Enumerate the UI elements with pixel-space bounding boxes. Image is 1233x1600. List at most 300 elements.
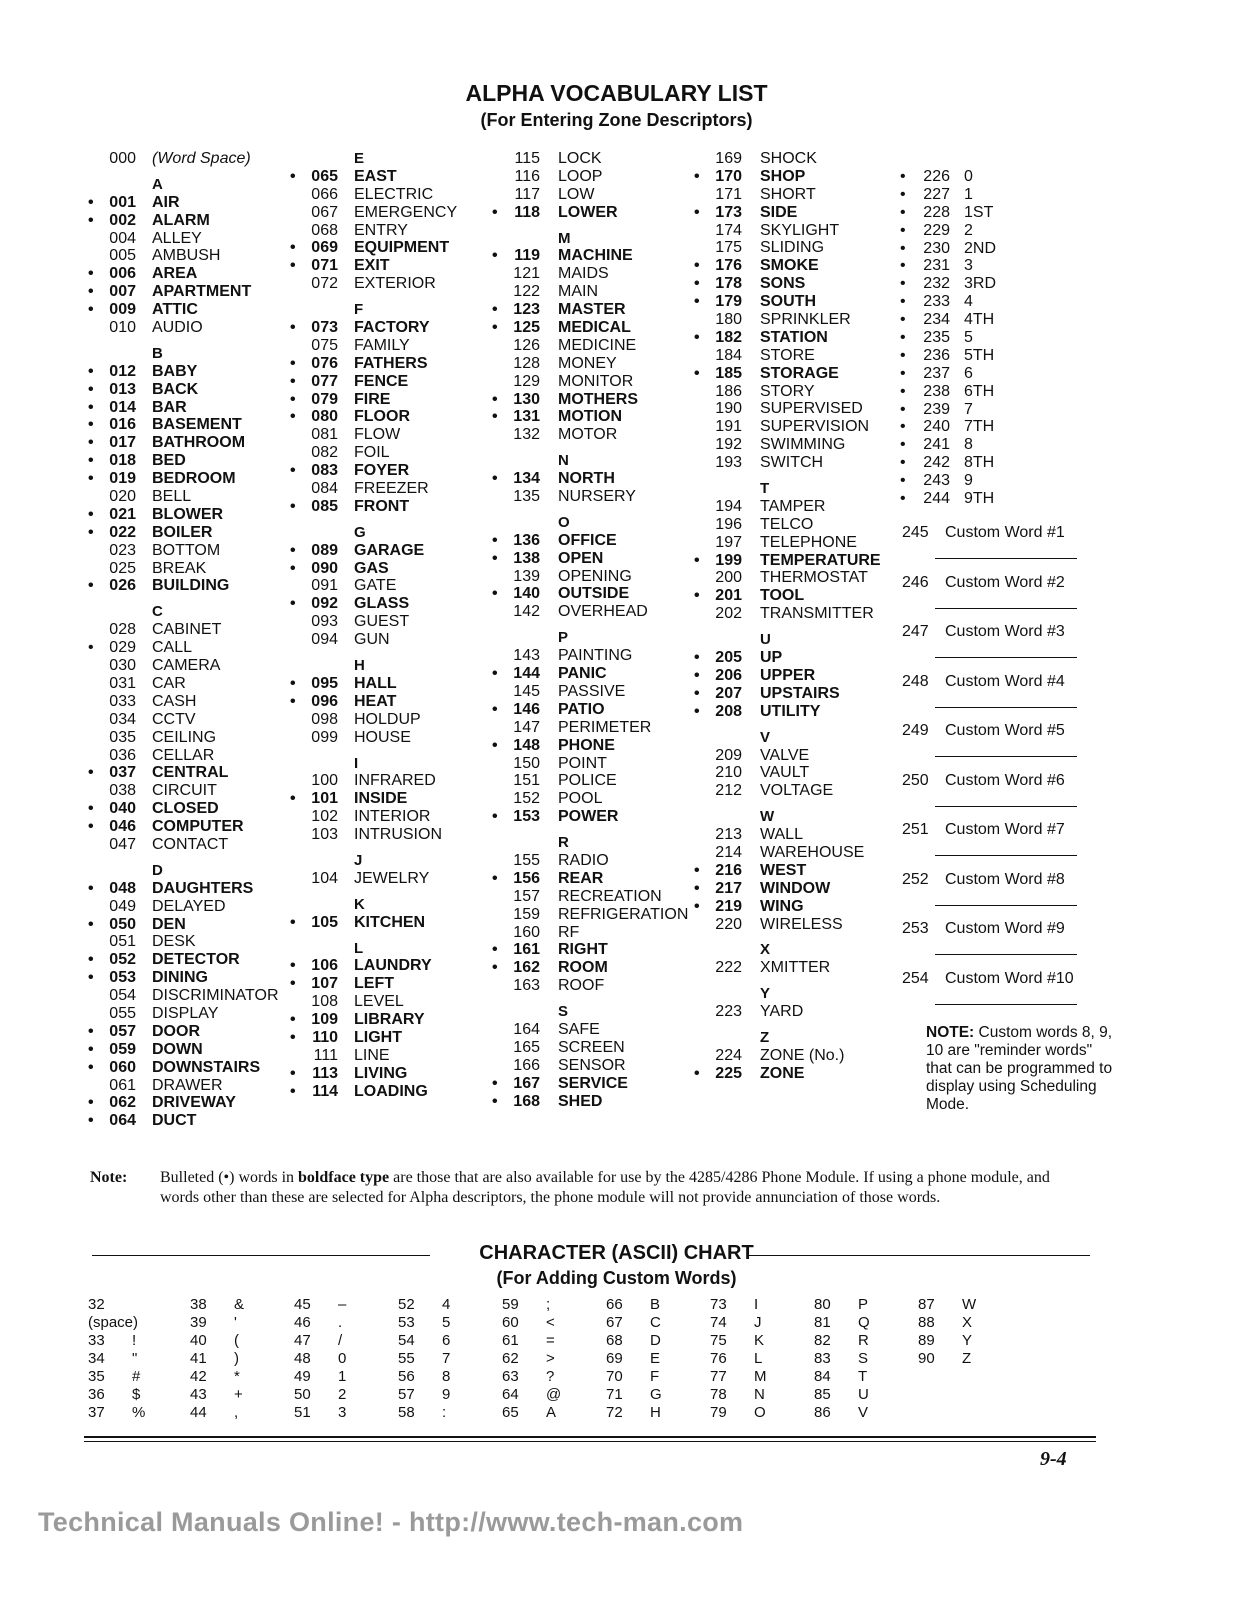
vocab-word: STORE (760, 346, 815, 364)
bullet-icon: • (88, 452, 94, 470)
ascii-character: J (754, 1314, 762, 1331)
ascii-code: 84 (814, 1368, 831, 1385)
vocab-word: ALARM (152, 211, 210, 229)
bullet-icon: • (290, 1064, 296, 1082)
bullet-icon: • (694, 275, 700, 293)
vocab-word: PANIC (558, 665, 607, 683)
vocab-word: OVERHEAD (558, 603, 648, 621)
ascii-code: 47 (294, 1332, 311, 1349)
bullet-icon: • (88, 764, 94, 782)
vocab-word: HALL (354, 674, 397, 692)
ascii-code: 67 (606, 1314, 623, 1331)
vocab-word: MASTER (558, 301, 626, 319)
vocab-number: 101 (311, 790, 338, 808)
vocab-number: 005 (109, 247, 136, 265)
vocab-number: 238 (923, 382, 950, 400)
ascii-code: 74 (710, 1314, 727, 1331)
vocab-number: 072 (311, 275, 338, 293)
vocab-number: 152 (513, 790, 540, 808)
vocab-number: 123 (513, 301, 540, 319)
letter-heading-text: J (354, 851, 363, 869)
vocab-word: LIVING (354, 1064, 408, 1082)
bullet-icon: • (492, 301, 498, 319)
vocab-number: 121 (513, 265, 540, 283)
vocab-number: 065 (311, 167, 338, 185)
vocab-number: 157 (513, 887, 540, 905)
vocab-number: 139 (513, 567, 540, 585)
letter-heading-text: W (760, 808, 775, 826)
letter-heading-text: M (558, 229, 571, 247)
vocab-word: NURSERY (558, 488, 636, 506)
bullet-icon: • (492, 700, 498, 718)
custom-word-blank-line (935, 756, 1077, 757)
vocab-word: WINDOW (760, 879, 831, 897)
bullet-icon: • (88, 639, 94, 657)
vocab-word: SHOP (760, 167, 806, 185)
ascii-code: 90 (918, 1350, 935, 1367)
vocab-number: 223 (715, 1003, 742, 1021)
custom-word-number: 245 (902, 524, 929, 541)
ascii-character: 1 (338, 1368, 347, 1385)
vocab-number: 064 (109, 1112, 136, 1130)
vocab-number: 194 (715, 497, 742, 515)
bullet-icon: • (88, 1112, 94, 1130)
bullet-icon: • (900, 275, 906, 293)
ascii-chart-title: CHARACTER (ASCII) CHART (479, 1242, 754, 1264)
bullet-icon: • (900, 221, 906, 239)
bullet-icon: • (694, 1064, 700, 1082)
vocab-number: 175 (715, 239, 742, 257)
vocab-number: 241 (923, 436, 950, 454)
vocab-number: 001 (109, 193, 136, 211)
vocab-number: 057 (109, 1022, 136, 1040)
bullet-icon: • (88, 1040, 94, 1058)
vocab-number: 178 (715, 275, 742, 293)
vocab-word: SHORT (760, 185, 816, 203)
vocab-number: 132 (513, 426, 540, 444)
vocab-number: 090 (311, 559, 338, 577)
vocab-word: BELL (152, 488, 192, 506)
vocab-number: 113 (312, 1064, 338, 1082)
vocab-word: STATION (760, 328, 828, 346)
vocab-word: 6 (964, 364, 973, 382)
letter-heading-text: A (152, 175, 163, 193)
vocab-number: 117 (514, 185, 540, 203)
custom-word-number: 252 (902, 870, 929, 888)
vocab-number: 243 (923, 472, 950, 490)
letter-heading-text: H (354, 657, 365, 675)
vocab-number: 004 (109, 229, 136, 247)
ascii-code: 86 (814, 1404, 831, 1421)
vocab-word: DINING (152, 969, 208, 987)
ascii-character: ) (234, 1350, 239, 1367)
ascii-code: 82 (814, 1332, 831, 1349)
bullet-icon: • (900, 239, 906, 257)
ascii-character: 9 (442, 1386, 451, 1403)
vocab-number: 035 (109, 728, 136, 746)
vocab-number: 019 (109, 470, 136, 488)
vocab-word: WIRELESS (760, 915, 843, 933)
custom-word-label: Custom Word #9 (945, 920, 1065, 937)
vocab-number: 050 (109, 915, 136, 933)
vocab-number: 167 (513, 1074, 540, 1092)
vocab-word: BAR (152, 398, 187, 416)
vocab-word: GUN (354, 631, 390, 649)
vocab-word: FATHERS (354, 354, 428, 372)
vocab-word: MAIDS (558, 265, 609, 283)
vocab-word: FACTORY (354, 319, 430, 337)
ascii-code: 65 (502, 1404, 519, 1421)
vocab-number: 231 (923, 257, 950, 275)
letter-heading-text: X (760, 941, 771, 959)
bullet-icon: • (290, 559, 296, 577)
custom-note-text: Custom words 8, 9, 10 are "reminder words" that can be programmed to display using Scheduling Mode. (926, 1024, 1113, 1113)
vocab-word: BLOWER (152, 505, 224, 523)
custom-word-blank-line (935, 855, 1077, 856)
vocab-word: 4TH (964, 311, 995, 329)
bullet-icon: • (900, 168, 906, 185)
vocab-word: 4 (964, 293, 973, 311)
vocab-word: FLOOR (354, 408, 410, 426)
ascii-character: M (754, 1368, 767, 1385)
vocab-number: 036 (109, 746, 136, 764)
vocab-word: LEFT (354, 975, 394, 993)
ascii-character: I (754, 1296, 759, 1313)
bullet-icon: • (900, 436, 906, 454)
letter-heading-text: N (558, 452, 569, 470)
ascii-code: 81 (814, 1314, 831, 1331)
vocab-word: UTILITY (760, 702, 821, 720)
vocab-number: 232 (923, 275, 950, 293)
vocab-word: BUILDING (152, 577, 230, 595)
ascii-character: 0 (338, 1350, 347, 1367)
vocab-word: HEAT (354, 692, 397, 710)
vocab-word: SIDE (760, 203, 798, 221)
bullet-icon: • (492, 869, 498, 887)
bullet-icon: • (88, 398, 94, 416)
bullet-icon: • (88, 470, 94, 488)
bullet-icon: • (88, 211, 94, 229)
custom-word-label: Custom Word #6 (945, 771, 1065, 789)
ascii-code: 89 (918, 1332, 935, 1349)
bullet-icon: • (694, 684, 700, 702)
vocab-word: 9TH (964, 490, 995, 508)
vocab-word: SERVICE (558, 1074, 628, 1092)
vocab-number: 076 (311, 354, 338, 372)
vocab-word: OFFICE (558, 531, 617, 549)
bullet-icon: • (290, 462, 296, 480)
letter-heading-text: F (354, 301, 364, 319)
vocab-word: POOL (558, 790, 603, 808)
vocab-word: CAMERA (152, 657, 221, 675)
bullet-icon: • (492, 941, 498, 959)
vocab-number: 100 (311, 772, 338, 790)
vocab-word: XMITTER (760, 959, 831, 977)
ascii-character: . (338, 1314, 343, 1331)
bullet-icon: • (492, 470, 498, 488)
vocab-number: 174 (715, 221, 742, 239)
ascii-character: * (234, 1368, 240, 1385)
bullet-icon: • (900, 472, 906, 490)
vocab-word: VOLTAGE (760, 782, 834, 800)
vocab-word: 2 (964, 221, 973, 239)
vocab-word: AREA (152, 265, 198, 283)
letter-heading-text: C (152, 603, 163, 621)
vocab-number: 185 (715, 364, 742, 382)
vocab-number: 206 (715, 666, 742, 684)
page-subtitle: (For Entering Zone Descriptors) (480, 110, 753, 130)
vocab-word: EXTERIOR (354, 275, 436, 293)
ascii-character: Q (858, 1314, 870, 1331)
vocab-number: 138 (513, 549, 540, 567)
vocab-word: POWER (558, 808, 619, 826)
bullet-icon: • (694, 203, 700, 221)
vocab-word: SUPERVISION (760, 418, 870, 436)
vocab-number: 059 (109, 1040, 136, 1058)
letter-heading-text: S (558, 1003, 569, 1021)
vocab-number: 085 (311, 497, 338, 515)
vocab-word: TELCO (760, 515, 814, 533)
bullet-icon: • (88, 577, 94, 595)
vocab-word: EMERGENCY (354, 203, 458, 221)
vocab-number: 102 (311, 808, 338, 826)
bullet-icon: • (88, 416, 94, 434)
ascii-character: T (858, 1368, 868, 1385)
vocab-word: GATE (354, 577, 397, 595)
ascii-code: 53 (398, 1314, 415, 1331)
vocab-number: 173 (715, 203, 742, 221)
ascii-code: 37 (88, 1404, 105, 1421)
bullet-icon: • (88, 380, 94, 398)
vocab-number: 081 (311, 426, 338, 444)
bullet-icon: • (290, 354, 296, 372)
bullet-icon: • (900, 329, 906, 347)
letter-heading-text: T (760, 480, 770, 498)
vocab-word: RF (558, 923, 580, 941)
vocab-word: VAULT (760, 764, 810, 782)
bullet-icon: • (88, 193, 94, 211)
bullet-icon: • (88, 1022, 94, 1040)
bullet-icon: • (900, 490, 906, 508)
ascii-character: # (132, 1368, 141, 1385)
vocab-word: DETECTOR (152, 951, 240, 969)
vocab-word: CONTACT (152, 835, 229, 853)
vocab-word: DRIVEWAY (152, 1094, 236, 1112)
vocab-number: 048 (109, 879, 136, 897)
vocab-word: DOOR (152, 1022, 200, 1040)
vocab-number: 147 (513, 718, 540, 736)
ascii-character: 3 (338, 1404, 347, 1421)
vocab-word: PAINTING (558, 647, 633, 665)
vocab-word: ATTIC (152, 301, 198, 319)
vocab-word: HOUSE (354, 728, 411, 746)
vocab-word: WALL (760, 826, 803, 844)
vocab-word: LOOP (558, 167, 603, 185)
bullet-icon: • (290, 913, 296, 931)
vocab-number: 148 (513, 736, 540, 754)
vocab-word: 1 (964, 185, 973, 203)
vocab-number: 140 (513, 585, 540, 603)
vocab-word: HOLDUP (354, 710, 421, 728)
bullet-icon: • (900, 203, 906, 221)
vocab-word: POINT (558, 754, 607, 772)
letter-heading-text: O (558, 513, 570, 531)
vocab-number: 091 (311, 577, 338, 595)
vocab-number: 145 (513, 682, 540, 700)
vocab-word: PASSIVE (558, 682, 626, 700)
vocab-word: SMOKE (760, 257, 819, 275)
vocab-word: BREAK (152, 559, 207, 577)
vocab-number: 089 (311, 541, 338, 559)
vocab-word: 6TH (964, 382, 995, 400)
ascii-code: 77 (710, 1368, 727, 1385)
vocab-word: INSIDE (354, 790, 408, 808)
vocab-number: 159 (513, 905, 540, 923)
vocab-number: 021 (109, 505, 136, 523)
ascii-code: 43 (190, 1386, 207, 1403)
vocab-number: 084 (311, 480, 338, 498)
vocab-number: 239 (923, 400, 950, 418)
ascii-character: L (754, 1350, 763, 1367)
vocab-number: 095 (311, 674, 338, 692)
ascii-code: 55 (398, 1350, 415, 1367)
vocab-word: TEMPERATURE (760, 551, 881, 569)
ascii-character: & (234, 1296, 245, 1313)
vocab-number: 054 (109, 987, 136, 1005)
vocab-number: 060 (109, 1058, 136, 1076)
vocab-number: 153 (513, 808, 540, 826)
vocab-number: 230 (923, 239, 950, 257)
vocab-word: 3RD (964, 275, 997, 293)
vocab-number: 136 (513, 531, 540, 549)
vocab-number: 040 (109, 800, 136, 818)
vocab-number: 130 (513, 390, 540, 408)
vocab-word: BASEMENT (152, 416, 242, 434)
bullet-note-label: Note: (90, 1169, 128, 1186)
letter-heading-text: K (354, 895, 365, 913)
vocab-word: UP (760, 649, 783, 667)
vocab-word: BACK (152, 380, 199, 398)
vocab-word: BED (152, 452, 186, 470)
bullet-icon: • (88, 362, 94, 380)
ascii-character: ; (546, 1296, 551, 1313)
vocab-word: PHONE (558, 736, 615, 754)
vocab-word: FOYER (354, 462, 410, 480)
ascii-code: 69 (606, 1350, 623, 1367)
bullet-icon: • (290, 167, 296, 185)
custom-word-label: Custom Word #7 (945, 821, 1065, 838)
vocab-word: CABINET (152, 621, 222, 639)
note-text-part: Bulleted (•) words in (160, 1169, 299, 1186)
vocab-number: 192 (715, 436, 742, 454)
vocab-number: 093 (311, 613, 338, 631)
vocab-word: OPENING (558, 567, 632, 585)
vocab-word: GAS (354, 559, 389, 577)
ascii-character: B (650, 1296, 661, 1313)
vocab-word: CALL (152, 639, 193, 657)
ascii-character: – (338, 1296, 347, 1313)
vocab-number: 068 (311, 221, 338, 239)
vocab-word: DAUGHTERS (152, 879, 254, 897)
vocab-word: APARTMENT (152, 283, 252, 301)
vocab-number: 106 (311, 957, 338, 975)
vocab-number: 119 (514, 247, 540, 265)
vocab-word: LIBRARY (354, 1011, 425, 1029)
vocab-number: 212 (715, 782, 742, 800)
bullet-icon: • (492, 319, 498, 337)
vocab-word: FENCE (354, 372, 409, 390)
site-footer: Technical Manuals Online! - http://www.tech-man.com (38, 1507, 744, 1537)
custom-word-number: 250 (902, 771, 929, 789)
ascii-character: S (858, 1350, 869, 1367)
vocab-number: 225 (715, 1064, 742, 1082)
vocab-number: 220 (715, 915, 742, 933)
vocab-word: AMBUSH (152, 247, 221, 265)
bullet-icon: • (694, 879, 700, 897)
bullet-icon: • (492, 959, 498, 977)
ascii-code: 33 (88, 1332, 105, 1349)
vocab-number: 226 (923, 168, 950, 185)
bullet-icon: • (900, 257, 906, 275)
vocab-word: OUTSIDE (558, 585, 630, 603)
vocab-word: SPRINKLER (760, 311, 851, 329)
vocab-number: 046 (109, 818, 136, 836)
vocab-word: TRANSMITTER (760, 605, 874, 623)
ascii-code: 78 (710, 1386, 727, 1403)
ascii-code: 87 (918, 1296, 935, 1313)
letter-heading-text: L (354, 939, 364, 957)
vocab-number: 077 (311, 372, 338, 390)
vocab-number: 190 (715, 400, 742, 418)
ascii-code: 83 (814, 1350, 831, 1367)
vocab-number: 052 (109, 951, 136, 969)
vocab-number: 098 (311, 710, 338, 728)
vocab-word: DRAWER (152, 1076, 223, 1094)
vocab-word: MACHINE (558, 247, 633, 265)
vocab-number: 222 (715, 959, 742, 977)
ascii-code: 70 (606, 1368, 623, 1385)
vocab-word: TOOL (760, 587, 805, 605)
custom-note-label: NOTE: (926, 1024, 975, 1041)
vocab-number: 228 (923, 203, 950, 221)
vocab-number: 182 (715, 328, 742, 346)
vocab-number: 219 (715, 897, 742, 915)
vocab-number: 055 (109, 1004, 136, 1022)
bullet-icon: • (290, 497, 296, 515)
custom-word-number: 251 (902, 821, 929, 838)
vocab-number: 201 (715, 587, 742, 605)
vocab-word: ELECTRIC (354, 185, 434, 203)
ascii-chart-subtitle: (For Adding Custom Words) (496, 1268, 737, 1288)
vocab-number: 176 (715, 257, 742, 275)
vocab-number: 142 (513, 603, 540, 621)
custom-word-blank-line (935, 1004, 1077, 1005)
vocab-word: EXIT (354, 257, 390, 275)
vocab-word: MOTOR (558, 426, 618, 444)
vocab-number: 168 (513, 1092, 540, 1110)
bullet-icon: • (290, 390, 296, 408)
custom-word-blank-line (935, 707, 1077, 708)
vocab-number: 047 (109, 835, 136, 853)
vocab-word: LEVEL (354, 993, 404, 1011)
ascii-character: Z (962, 1350, 972, 1367)
ascii-character: = (546, 1332, 555, 1349)
vocab-word: 0 (964, 168, 973, 185)
ascii-code: 61 (502, 1332, 519, 1349)
vocab-word: 8 (964, 436, 973, 454)
bullet-icon: • (290, 674, 296, 692)
custom-word-number: 246 (902, 573, 929, 591)
